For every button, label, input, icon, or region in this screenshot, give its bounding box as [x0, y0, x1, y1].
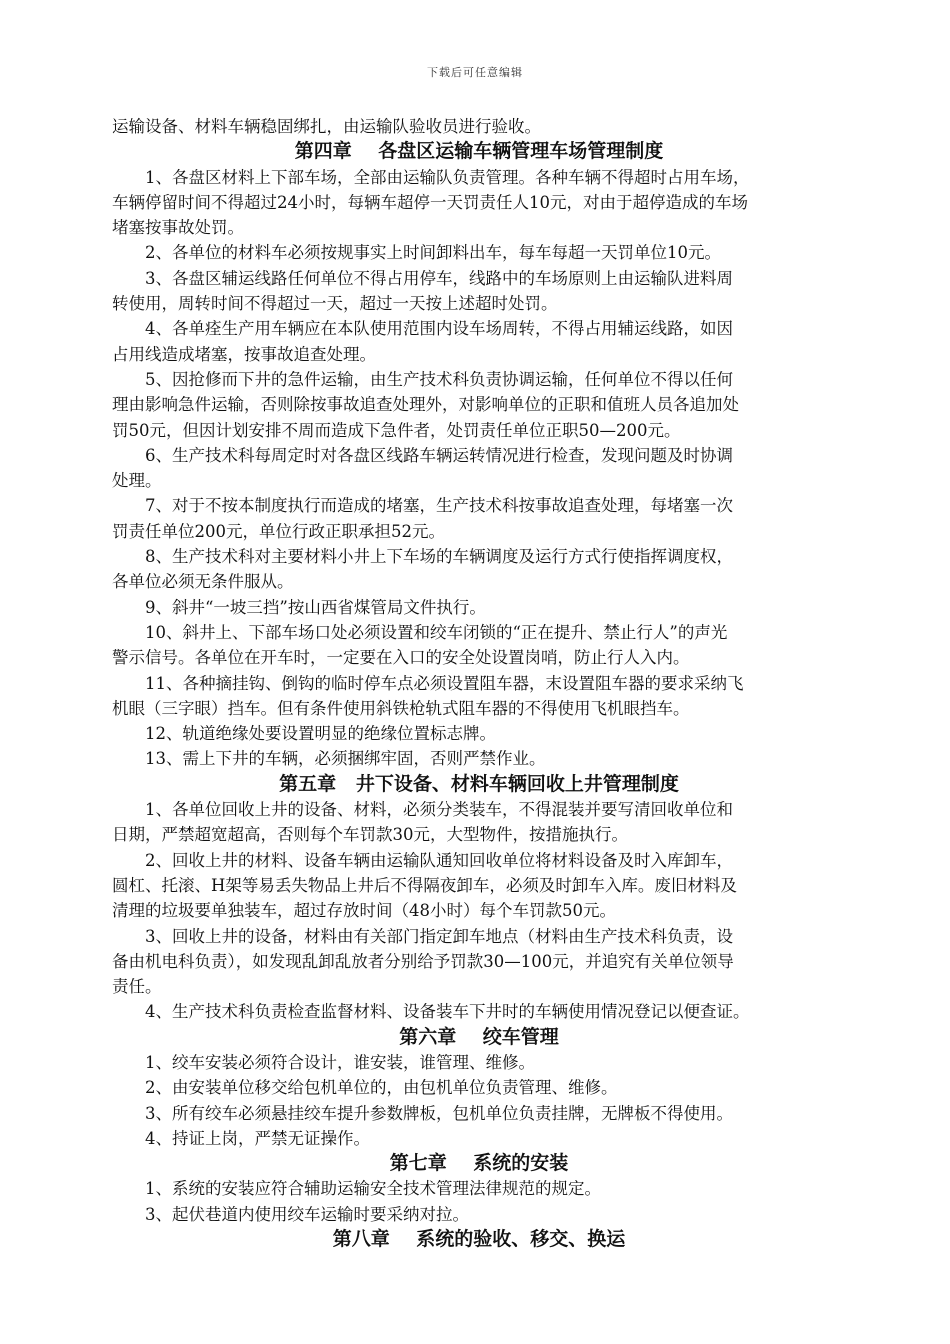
- text-line: 机眼（三字眼）挡车。但有条件使用斜铁枪轨式阻车器的不得使用飞机眼挡车。: [112, 698, 690, 718]
- text-line: 占用线造成堵塞，按事故追查处理。: [112, 344, 376, 364]
- text-line: 警示信号。各单位在开车时，一定要在入口的安全处设置岗哨，防止行人入内。: [112, 648, 690, 668]
- paragraph: [112, 620, 846, 671]
- text-line: 8、生产技术科对主要材料小井上下车场的车辆调度及运行方式行使指挥调度权，: [145, 547, 733, 567]
- paragraph: [112, 1126, 846, 1151]
- paragraph: [112, 1050, 846, 1075]
- paragraph: [112, 367, 846, 443]
- paragraph: [112, 671, 846, 722]
- text-line: 9、斜井“一坡三挡”按山西省煤管局文件执行。: [145, 597, 486, 617]
- page-header: 下载后可任意编辑: [427, 66, 523, 79]
- text-line: 3、起伏巷道内使用绞车运输时要采纳对拉。: [145, 1204, 469, 1224]
- text-line: 1、系统的安装应符合辅助运输安全技术管理法律规范的规定。: [145, 1179, 601, 1199]
- text-line: 备由机电科负责），如发现乱卸乱放者分别给予罚款30—100元，并追究有关单位领导: [112, 951, 734, 971]
- chapter-heading: 第五章 井下设备、材料车辆回收上井管理制度: [279, 772, 679, 795]
- text-line: 1、各盘区材料上下部车场，全部由运输队负责管理。各种车辆不得超时占用车场，: [145, 167, 750, 187]
- text-line: 2、各单位的材料车必须按规事实上时间卸料出车，每车每超一天罚单位10元。: [145, 243, 721, 263]
- text-line: 2、由安装单位移交给包机单位的，由包机单位负责管理、维修。: [145, 1078, 618, 1098]
- chapter-heading: 第七章 系统的安装: [389, 1152, 569, 1175]
- text-line: 清理的垃圾要单独装车，超过存放时间（48小时）每个车罚款50元。: [112, 901, 616, 921]
- text-line: 1、绞车安装必须符合设计，谁安装，谁管理、维修。: [145, 1052, 535, 1072]
- paragraph: [112, 240, 846, 265]
- chapter-heading: 第六章 绞车管理: [399, 1025, 559, 1048]
- text-line: 4、各单痊生产用车辆应在本队使用范围内设车场周转，不得占用辅运线路，如因: [145, 319, 733, 339]
- text-line: 罚50元，但因计划安排不周而造成下急件者，处罚责任单位正职50—200元。: [112, 420, 681, 440]
- text-line: 圆杠、托滚、H架等易丢失物品上井后不得隔夜卸车，必须及时卸车入库。废旧材料及: [112, 875, 737, 895]
- paragraph: [112, 1202, 846, 1227]
- paragraph: [112, 999, 846, 1024]
- text-line: 3、回收上井的设备，材料由有关部门指定卸车地点（材料由生产技术科负责，设: [145, 926, 733, 946]
- document-body: [112, 114, 846, 1252]
- paragraph: [112, 721, 846, 746]
- text-line: 12、轨道绝缘处要设置明显的绝缘位置标志牌。: [145, 724, 496, 744]
- chapter-heading: 第八章 系统的验收、移交、换运: [332, 1228, 626, 1251]
- text-line: 4、持证上岗，严禁无证操作。: [145, 1128, 370, 1148]
- paragraph: [112, 266, 846, 317]
- paragraph: [112, 1075, 846, 1100]
- chapter-heading: 第四章 各盘区运输车辆管理车场管理制度: [294, 140, 664, 163]
- text-line: 处理。: [112, 471, 162, 491]
- paragraph: [112, 1101, 846, 1126]
- paragraph: [112, 1176, 846, 1201]
- paragraph: [112, 848, 846, 924]
- paragraph: [112, 443, 846, 494]
- text-line: 4、生产技术科负责检查监督材料、设备装车下井时的车辆使用情况登记以便查证。: [145, 1002, 750, 1022]
- paragraph: [112, 165, 846, 241]
- paragraph: [112, 924, 846, 1000]
- text-line: 2、回收上井的材料、设备车辆由运输队通知回收单位将材料设备及时入库卸车，: [145, 850, 733, 870]
- text-line: 13、需上下井的车辆，必须捆绑牢固，否则严禁作业。: [145, 749, 546, 769]
- text-line: 7、对于不按本制度执行而造成的堵塞，生产技术科按事故追查处理，每堵塞一次: [145, 496, 733, 516]
- text-line: 车辆停留时间不得超过24小时，每辆车超停一天罚责任人10元，对由于超停造成的车场: [112, 192, 748, 212]
- text-line: 堵塞按事故处罚。: [112, 218, 244, 238]
- text-line: 10、斜井上、下部车场口处必须设置和绞车闭锁的“正在提升、禁止行人”的声光: [145, 622, 728, 642]
- paragraph: [112, 746, 846, 771]
- paragraph: [112, 493, 846, 544]
- text-line: 责任。: [112, 977, 162, 997]
- paragraph: [112, 595, 846, 620]
- text-line: 11、各种摘挂钩、倒钩的临时停车点必须设置阻车器，末设置阻车器的要求采纳飞: [145, 673, 744, 693]
- paragraph: [112, 316, 846, 367]
- text-line: 罚责任单位200元，单位行政正职承担52元。: [112, 521, 445, 541]
- paragraph: [112, 797, 846, 848]
- text-line: 各单位必须无条件服从。: [112, 572, 294, 592]
- text-line: 1、各单位回收上井的设备、材料，必须分类装车，不得混装并要写清回收单位和: [145, 800, 733, 820]
- text-line: 3、所有绞车必须悬挂绞车提升参数牌板，包机单位负责挂牌，无牌板不得使用。: [145, 1103, 733, 1123]
- text-line: 转使用，周转时间不得超过一天，超过一天按上述超时处罚。: [112, 294, 558, 314]
- text-line: 3、各盘区辅运线路任何单位不得占用停车，线路中的车场原则上由运输队进料周: [145, 268, 733, 288]
- text-line: 6、生产技术科每周定时对各盘区线路车辆运转情况进行检查，发现问题及时协调: [145, 445, 733, 465]
- text-line: 运输设备、材料车辆稳固绑扎，由运输队验收员进行验收。: [112, 117, 541, 136]
- text-line: 日期，严禁超宽超高，否则每个车罚款30元，大型物件，按措施执行。: [112, 825, 628, 845]
- text-line: 理由影响急件运输，否则除按事故追查处理外，对影响单位的正职和值班人员各追加处: [112, 395, 739, 415]
- text-line: 5、因抢修而下井的急件运输，由生产技术科负责协调运输，任何单位不得以任何: [145, 369, 733, 389]
- paragraph: [112, 544, 846, 595]
- paragraph: [112, 114, 846, 139]
